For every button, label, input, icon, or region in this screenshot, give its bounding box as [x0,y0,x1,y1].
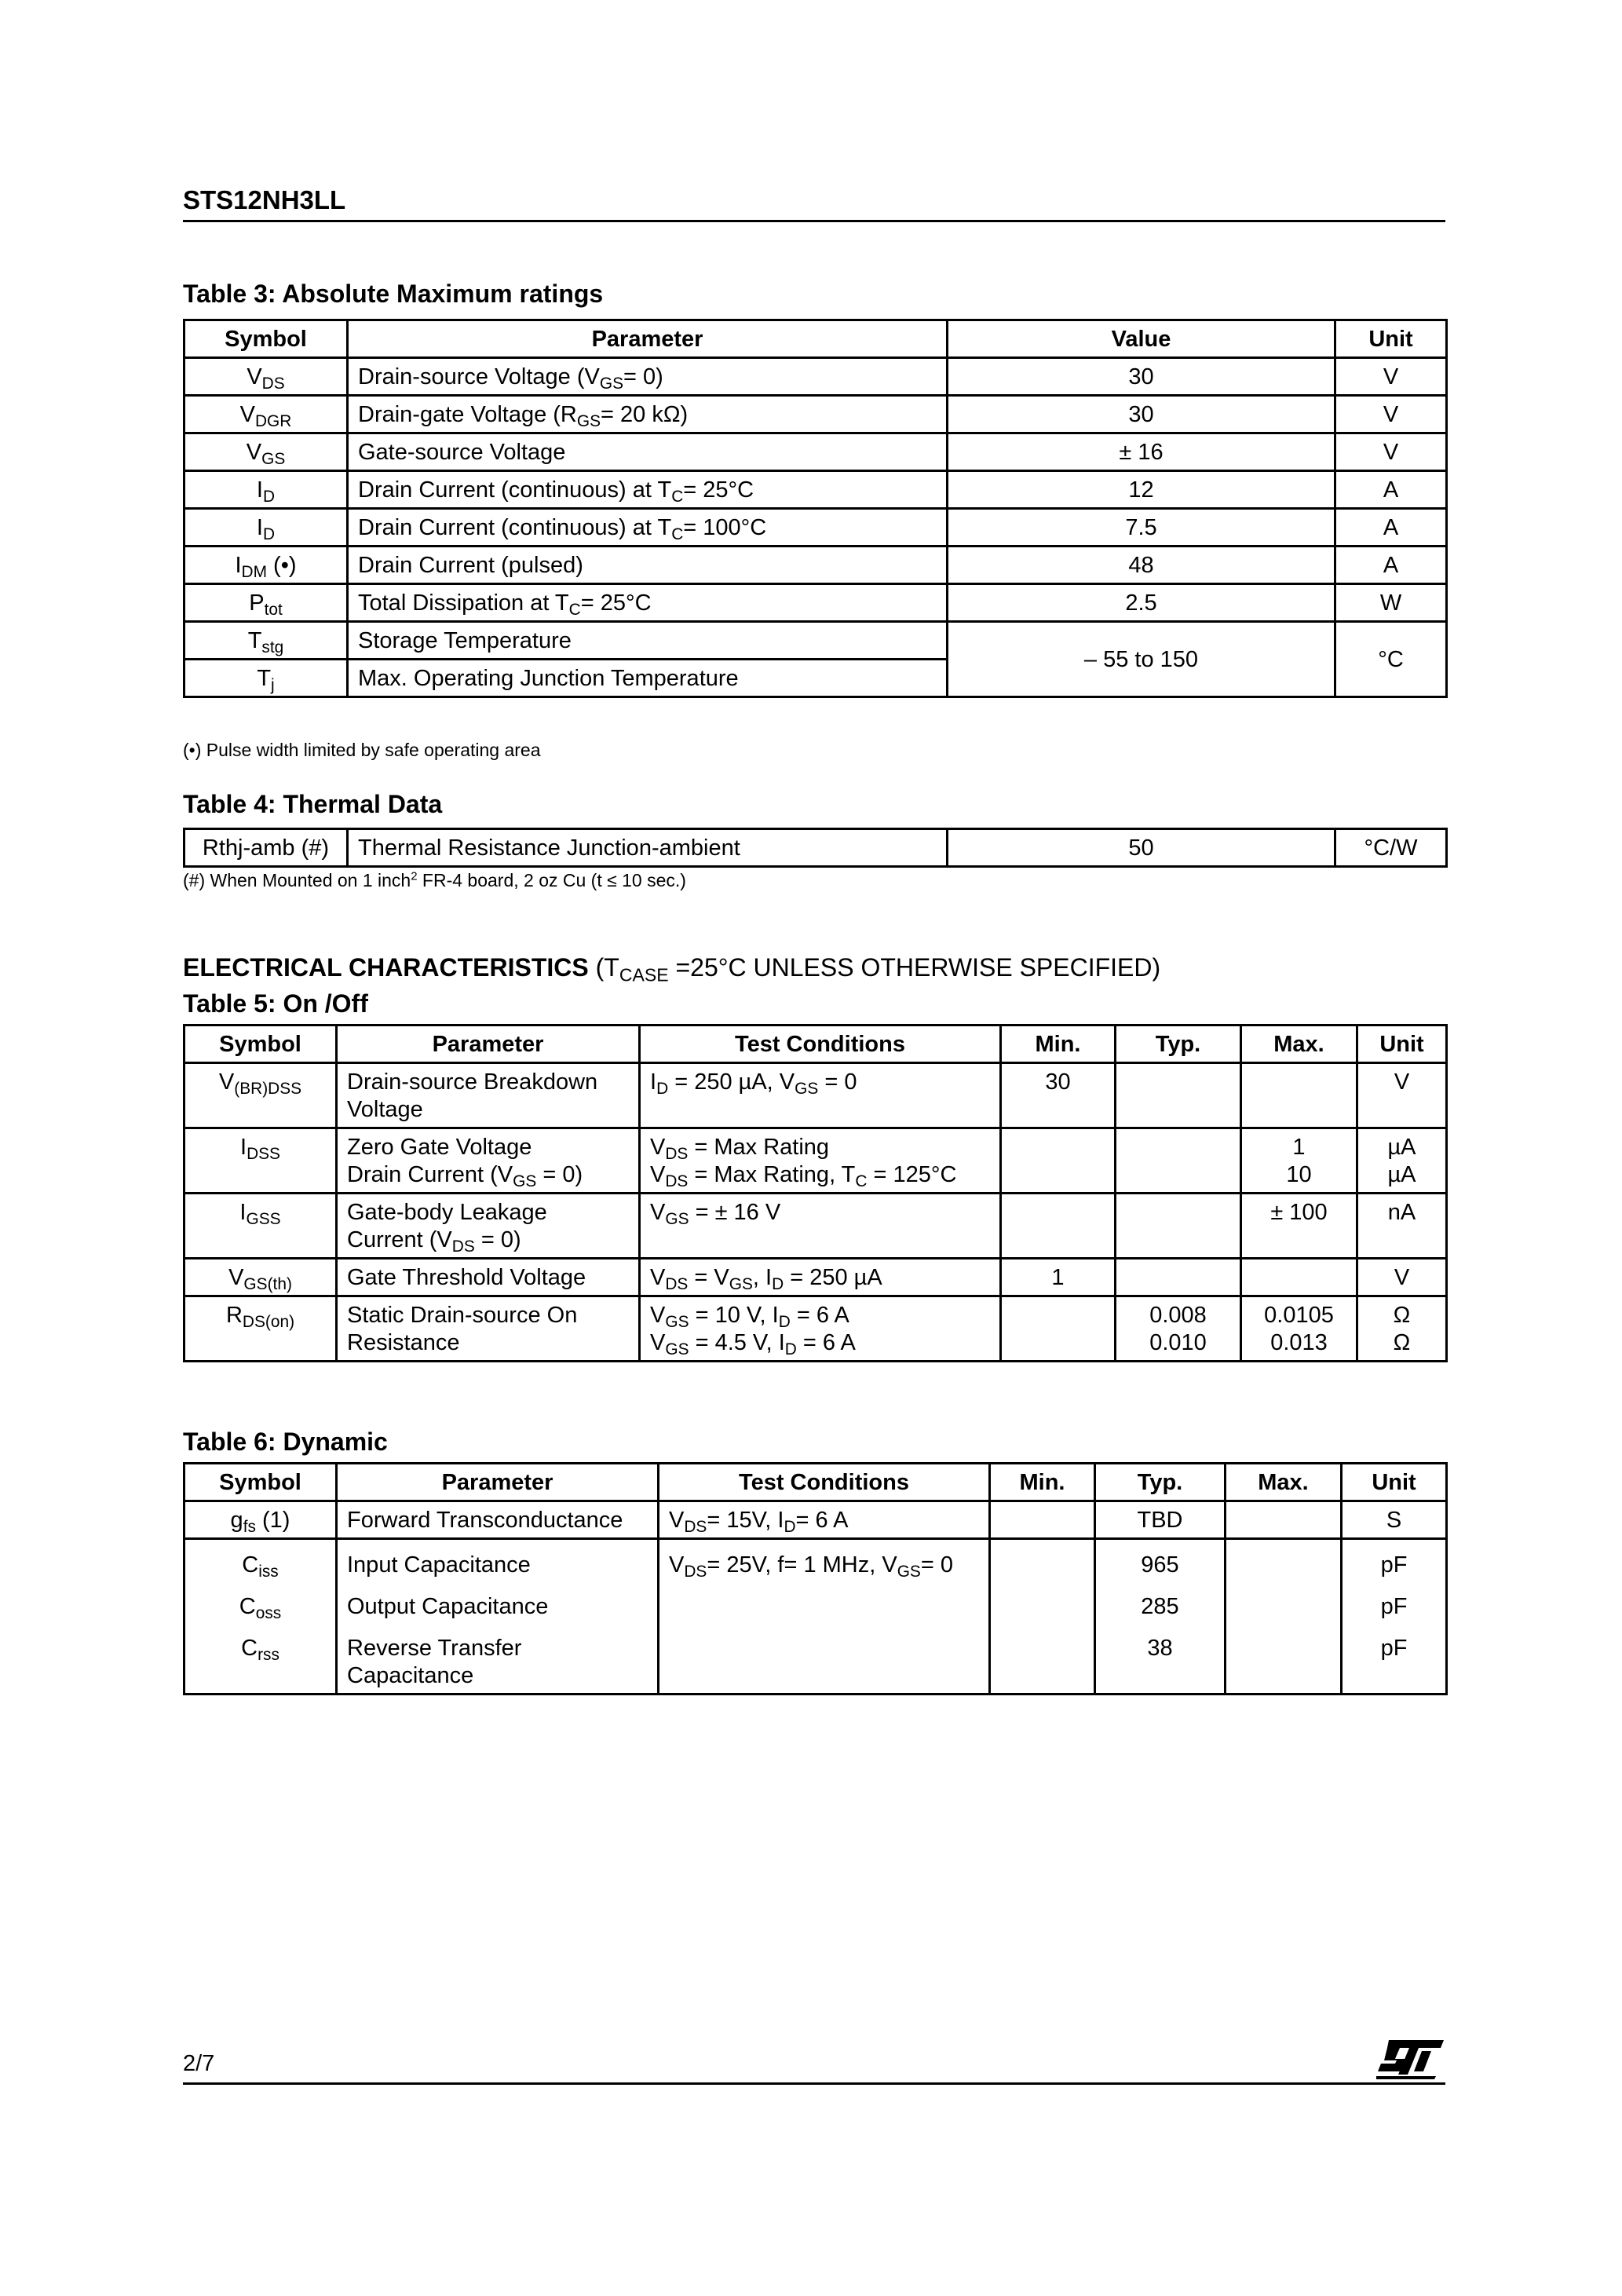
parameter-subscript: C [671,525,684,543]
parameter-subscript: GS [599,374,624,393]
parameter-line [347,1227,629,1254]
symbol-text: V [246,440,262,465]
parameter-cell [337,1194,640,1259]
column-header: Symbol [184,1026,337,1063]
condition-subscript: DS [684,1562,707,1581]
symbol-subscript: iss [258,1562,279,1581]
condition-text: = 0 [818,1069,857,1095]
parameter-text: = 0) [536,1162,583,1187]
table-row [184,1128,1447,1194]
parameter-line [347,1161,629,1189]
symbol-subscript: GS [261,449,286,468]
max-value: 10 [1286,1162,1312,1187]
value-cell: 48 [948,547,1335,584]
unit-cell: A [1335,509,1447,547]
symbol-cell [184,509,348,547]
symbol-subscript: DS [261,374,285,393]
unit-value: pF [1380,1594,1408,1619]
min-cell [1001,1296,1116,1362]
condition-subscript: GS [665,1340,689,1358]
table5-caption: Table 5: On /Off [183,989,368,1018]
condition-text: = 15V, I [707,1508,784,1533]
heading-text-tail: =25°C UNLESS OTHERWISE SPECIFIED) [668,953,1161,982]
parameter-line: Resistance [347,1330,460,1355]
condition-text: = 6 A [796,1330,856,1355]
max-cell [1241,1296,1357,1362]
condition-text: V [650,1303,666,1328]
symbol-cell [184,660,348,697]
condition-text: = 250 µA [784,1265,882,1290]
max-value: 0.013 [1270,1330,1328,1355]
column-header: Test Conditions [659,1464,990,1501]
value-cell: 30 [948,396,1335,433]
min-cell: 30 [1001,1063,1116,1128]
parameter-cell: Thermal Resistance Junction-ambient [348,829,948,867]
unit-value: Ω [1393,1330,1411,1355]
condition-text: I [650,1069,657,1095]
symbol-text: I [235,553,242,578]
condition-line [650,1161,990,1189]
parameter-text: Drain-source Voltage (V [358,364,600,389]
condition-text: = 4.5 V, I [689,1330,785,1355]
table-row [184,1063,1447,1128]
condition-subscript: DS [665,1144,689,1163]
symbol-line [195,1628,326,1669]
parameter-cell: Gate Threshold Voltage [337,1259,640,1296]
condition-subscript: D [784,1517,796,1536]
table-row [184,547,1447,584]
unit-value: pF [1380,1636,1408,1661]
max-value: 0.0105 [1264,1303,1334,1328]
condition-subscript: GS [795,1079,819,1098]
condition-text: V [669,1552,685,1578]
unit-cell: A [1335,547,1447,584]
table-row [184,509,1447,547]
symbol-text: T [257,666,272,691]
symbol-subscript: stg [261,638,284,656]
condition-subscript: D [656,1079,669,1098]
condition-subscript: D [772,1274,784,1293]
condition-subscript: GS [729,1274,753,1293]
typ-value: 0.008 [1149,1303,1207,1328]
condition-text: V [650,1162,666,1187]
column-header: Min. [1001,1026,1116,1063]
footer-rule [183,2082,1445,2085]
typ-value: 0.010 [1149,1330,1207,1355]
parameter-tail: = 0) [623,364,663,389]
st-logo-icon [1376,2037,1445,2081]
symbol-subscript: (BR)DSS [234,1079,302,1098]
column-header: Typ. [1095,1464,1226,1501]
symbol-tail: (1) [255,1508,290,1533]
value-cell: 2.5 [948,584,1335,622]
unit-cell: V [1357,1259,1447,1296]
max-cell [1241,1259,1357,1296]
symbol-subscript: DS(on) [242,1312,295,1331]
symbol-cell [184,471,348,509]
parameter-line: Zero Gate Voltage [347,1135,532,1160]
condition-text: = ± 16 V [689,1200,781,1225]
condition-text: = Max Rating [688,1135,830,1160]
condition-text: V [650,1265,666,1290]
value-cell: 50 [948,829,1335,867]
unit-cell: °C/W [1335,829,1447,867]
value-cell: 7.5 [948,509,1335,547]
typ-cell [1116,1259,1241,1296]
parameter-line: Voltage [347,1097,423,1122]
min-cell [1001,1194,1116,1259]
parameter-cell [348,509,948,547]
unit-cell: W [1335,584,1447,622]
table-row [184,433,1447,471]
parameter-line: Gate-body Leakage [347,1200,547,1225]
max-cell [1226,1539,1342,1695]
parameter-subscript: GS [576,411,601,430]
unit-cell: V [1335,396,1447,433]
parameter-cell [348,358,948,396]
header-rule [183,220,1445,222]
typ-cell [1095,1539,1226,1695]
table-row [184,1296,1447,1362]
column-header: Typ. [1116,1026,1241,1063]
column-header: Max. [1241,1026,1357,1063]
table-row [184,829,1447,867]
symbol-subscript: GS(th) [243,1274,292,1293]
symbol-cell [184,1194,337,1259]
typ-value: 285 [1141,1594,1179,1619]
condition-subscript: DS [665,1274,689,1293]
symbol-subscript: fs [243,1517,256,1536]
table-row [184,1501,1447,1539]
heading-bold: ELECTRICAL CHARACTERISTICS [183,953,589,982]
parameter-subscript: C [671,487,684,506]
symbol-cell [184,433,348,471]
unit-cell: A [1335,471,1447,509]
condition-text: = 6 A [795,1508,849,1533]
condition-text: V [650,1135,666,1160]
footnote-text: (#) When Mounted on 1 inch [183,870,411,890]
absolute-maximum-ratings-table [183,319,1448,698]
parameter-line: Capacitance [347,1663,474,1688]
typ-cell [1116,1063,1241,1128]
st-logo [1376,2037,1445,2081]
symbol-cell [184,358,348,396]
footnote-superscript: 2 [411,869,418,883]
symbol-cell [184,1063,337,1128]
table-header-row [184,1464,1447,1501]
parameter-cell [348,471,948,509]
symbol-text: I [256,477,263,503]
condition-subscript: C [855,1172,868,1190]
parameter-cell [348,396,948,433]
max-cell [1226,1501,1342,1539]
condition-subscript: DS [665,1172,689,1190]
parameter-text: Drain Current (V [347,1162,513,1187]
symbol-subscript: DM [241,562,267,581]
parameter-cell: Max. Operating Junction Temperature [348,660,948,697]
heading-subscript: CASE [619,964,669,985]
parameter-line: Static Drain-source On [347,1303,578,1328]
max-value: 1 [1292,1135,1306,1160]
max-cell [1241,1128,1357,1194]
symbol-subscript: rss [258,1645,279,1664]
symbol-cell [184,396,348,433]
symbol-subscript: D [262,525,276,543]
symbol-cell [184,1259,337,1296]
symbol-subscript: GSS [246,1209,281,1228]
parameter-text: Drain Current (continuous) at T [358,477,672,503]
symbol-text: I [239,1200,247,1225]
condition-text: = 0 [920,1552,953,1578]
temperature-range-cell: – 55 to 150 [948,622,1335,697]
column-header: Unit [1342,1464,1447,1501]
symbol-text: I [256,515,263,540]
symbol-text: C [241,1636,258,1661]
table6-caption: Table 6: Dynamic [183,1428,388,1456]
parameter-subscript: C [568,600,581,619]
symbol-line [195,1545,326,1586]
parameter-text: Current (V [347,1227,452,1252]
max-cell [1241,1063,1357,1128]
table-row [184,1194,1447,1259]
table-row [184,471,1447,509]
temperature-unit-cell: °C [1335,622,1447,697]
min-cell [990,1501,1095,1539]
parameter-text: Drain Current (continuous) at T [358,515,672,540]
table-row [184,584,1447,622]
symbol-subscript: tot [264,600,283,619]
column-header: Symbol [184,320,348,358]
unit-cell [1357,1296,1447,1362]
condition-text: V [650,1330,666,1355]
condition-subscript: GS [665,1312,689,1331]
footnote-text-tail: FR-4 board, 2 oz Cu (t ≤ 10 sec.) [417,870,686,890]
symbol-text: V [239,402,255,427]
conditions-cell [640,1296,1001,1362]
parameter-line: Drain-source Breakdown [347,1069,598,1095]
parameter-cell [348,584,948,622]
conditions-cell [659,1539,990,1695]
table4-caption: Table 4: Thermal Data [183,790,443,818]
condition-text: V [669,1508,685,1533]
min-cell: 1 [1001,1259,1116,1296]
unit-cell: V [1335,358,1447,396]
symbol-tail: (•) [267,553,297,578]
unit-cell [1342,1539,1447,1695]
parameter-cell [337,1128,640,1194]
symbol-text: C [239,1594,256,1619]
symbol-cell [184,622,348,660]
symbol-cell [184,1539,337,1695]
table4-footnote [183,870,686,891]
symbol-cell [184,1501,337,1539]
table-row [184,358,1447,396]
table-row [184,1539,1447,1695]
parameter-tail: = 25°C [683,477,754,503]
column-header: Unit [1335,320,1447,358]
symbol-subscript: oss [255,1603,282,1622]
column-header: Value [948,320,1335,358]
unit-cell: V [1335,433,1447,471]
symbol-text: V [228,1265,244,1290]
unit-value: µA [1387,1135,1416,1160]
condition-subscript: D [778,1312,791,1331]
table3-footnote: (•) Pulse width limited by safe operating area [183,740,541,760]
unit-cell [1357,1128,1447,1194]
typ-cell [1116,1296,1241,1362]
column-header: Parameter [348,320,948,358]
unit-value: Ω [1393,1303,1411,1328]
parameter-text: Total Dissipation at T [358,590,569,616]
parameter-cell [337,1539,659,1695]
typ-cell: TBD [1095,1501,1226,1539]
symbol-text: V [247,364,262,389]
conditions-cell [640,1259,1001,1296]
symbol-text: C [242,1552,259,1578]
condition-text: , I [752,1265,773,1290]
value-cell: ± 16 [948,433,1335,471]
unit-cell: nA [1357,1194,1447,1259]
parameter-cell: Storage Temperature [348,622,948,660]
parameter-line: Input Capacitance [347,1552,531,1578]
page-number: 2/7 [183,2051,215,2076]
column-header: Min. [990,1464,1095,1501]
column-header: Test Conditions [640,1026,1001,1063]
symbol-subscript: DSS [247,1144,280,1163]
conditions-cell [640,1128,1001,1194]
unit-cell: S [1342,1501,1447,1539]
condition-text: = 6 A [790,1303,849,1328]
table3-caption: Table 3: Absolute Maximum ratings [183,280,604,308]
symbol-subscript: DGR [254,411,292,430]
parameter-cell [337,1296,640,1362]
typ-value: 965 [1141,1552,1179,1578]
condition-subscript: D [784,1340,797,1358]
document-title: STS12NH3LL [183,185,346,214]
column-header: Max. [1226,1464,1342,1501]
parameter-text: = 0) [474,1227,521,1252]
parameter-tail: = 100°C [683,515,767,540]
condition-text: = 10 V, I [689,1303,779,1328]
symbol-cell [184,1296,337,1362]
condition-text: = V [688,1265,729,1290]
typ-cell [1116,1194,1241,1259]
parameter-text: Drain-gate Voltage (R [358,402,577,427]
condition-line [650,1329,990,1357]
conditions-cell [640,1194,1001,1259]
parameter-subscript: GS [513,1172,537,1190]
min-cell [990,1539,1095,1695]
dynamic-table [183,1462,1448,1695]
symbol-cell: Rthj-amb (#) [184,829,348,867]
conditions-cell [659,1501,990,1539]
parameter-cell: Gate-source Voltage [348,433,948,471]
min-cell [1001,1128,1116,1194]
table-header-row [184,320,1447,358]
parameter-cell: Drain Current (pulsed) [348,547,948,584]
column-header: Parameter [337,1464,659,1501]
unit-cell: V [1357,1063,1447,1128]
symbol-line [195,1586,326,1628]
value-cell: 30 [948,358,1335,396]
heading-text: (T [588,953,619,982]
symbol-cell [184,1128,337,1194]
parameter-subscript: DS [451,1237,475,1256]
typ-value: 38 [1147,1636,1173,1661]
parameter-tail: = 20 kΩ) [601,402,689,427]
symbol-text: V [218,1069,235,1095]
table-row [184,622,1447,660]
symbol-cell [184,584,348,622]
symbol-subscript: D [262,487,276,506]
condition-text: = 250 µA, V [668,1069,795,1095]
condition-subscript: GS [665,1209,689,1228]
symbol-text: R [225,1303,243,1328]
symbol-text: P [249,590,265,616]
symbol-text: I [240,1135,247,1160]
parameter-tail: = 25°C [580,590,652,616]
electrical-characteristics-heading [183,953,1161,985]
parameter-line: Reverse Transfer [347,1636,522,1661]
value-cell: 12 [948,471,1335,509]
column-header: Symbol [184,1464,337,1501]
typ-cell [1116,1128,1241,1194]
parameter-cell: Forward Transconductance [337,1501,659,1539]
parameter-line: Output Capacitance [347,1594,549,1619]
parameter-cell [337,1063,640,1128]
table-header-row [184,1026,1447,1063]
unit-value: µA [1387,1162,1416,1187]
condition-line [650,1302,990,1329]
condition-text: = 25V, f= 1 MHz, V [707,1552,897,1578]
symbol-subscript: j [271,675,275,694]
condition-text: = Max Rating, T [688,1162,856,1187]
symbol-cell [184,547,348,584]
column-header: Parameter [337,1026,640,1063]
condition-subscript: GS [897,1562,921,1581]
max-cell: ± 100 [1241,1194,1357,1259]
conditions-cell [640,1063,1001,1128]
symbol-text: g [230,1508,243,1533]
condition-subscript: DS [684,1517,707,1536]
thermal-data-table [183,828,1448,868]
table-row [184,1259,1447,1296]
symbol-text: T [247,628,262,653]
on-off-table [183,1024,1448,1362]
unit-value: pF [1380,1552,1408,1578]
table-row [184,396,1447,433]
condition-text: = 125°C [867,1162,957,1187]
column-header: Unit [1357,1026,1447,1063]
condition-line [650,1134,990,1161]
condition-text: V [650,1200,666,1225]
